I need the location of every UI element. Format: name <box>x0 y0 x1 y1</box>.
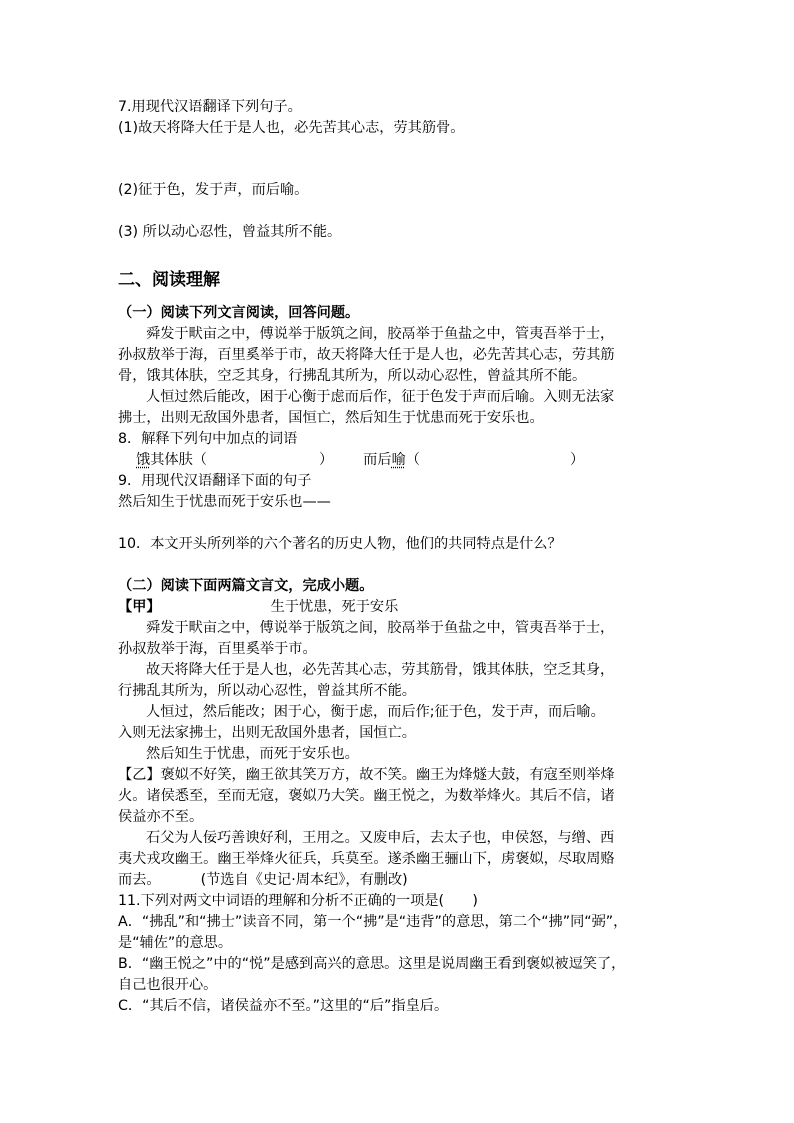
section-heading: 二、阅读理解 <box>118 270 220 290</box>
q9-title: 9．用现代汉语翻译下面的句子 <box>118 473 312 489</box>
q8-item2-close: ） <box>569 452 585 468</box>
q9-sentence: 然后知生于忧患而死于安乐也—— <box>118 494 331 510</box>
yi-p1-line1: 【乙】褒姒不好笑，幽王欲其笑万方，故不笑。幽王为烽燧大鼓，有寇至则举烽 <box>118 767 615 783</box>
jia-title: 生于忧患，死于安乐 <box>270 599 399 615</box>
q7-sentence-1: (1)故天将降大任于是人也，必先苦其心志，劳其筋骨。 <box>118 120 465 136</box>
q7-sentence-2: (2)征于色，发于声，而后喻。 <box>118 182 309 198</box>
q7-sentence-3: (3) 所以动心忍性，曾益其所不能。 <box>118 224 342 240</box>
q11-option-c: C．“其后不信，诸侯益亦不至。”这里的“后”指皇后。 <box>118 998 449 1014</box>
part1-p1-line1: 舜发于畎亩之中，傅说举于版筑之间，胶鬲举于鱼盐之中，管夷吾举于士， <box>146 326 615 342</box>
q11-title: 11.下列对两文中词语的理解和分析不正确的一项是( ) <box>118 893 478 909</box>
q8-item2-prefix: 而后 <box>363 452 392 468</box>
q11-option-b-line2: 自己也很开心。 <box>118 977 218 993</box>
jia-label: 【甲】 <box>118 599 161 615</box>
q10-question: 10．本文开头所列举的六个著名的历史人物，他们的共同特点是什么？ <box>118 536 562 552</box>
q11-option-a-line1: A．“拂乱”和“拂士”读音不同，第一个“拂”是“违背”的意思，第二个“拂”同“弼”， <box>118 914 628 930</box>
q8-item1-text: 其体肤（ <box>150 452 207 468</box>
part1-p1-line3: 骨，饿其体肤，空乏其身，行拂乱其所为，所以动心忍性，曾益其所不能。 <box>118 368 587 384</box>
jia-p1-line1: 舜发于畎亩之中，傅说举于版筑之间，胶鬲举于鱼盐之中，管夷吾举于士， <box>146 620 615 636</box>
jia-p2-line2: 行拂乱其所为，所以动心忍性，曾益其所不能。 <box>118 683 416 699</box>
q8-dotted-char-2: 喻 <box>391 452 406 468</box>
part1-p2-line1: 人恒过然后能改，困于心衡于虑而后作，征于色发于声而后喻。入则无法家 <box>146 389 615 405</box>
yi-p2-line2: 夷犬戎攻幽王。幽王举烽火征兵，兵莫至。遂杀幽王骊山下，虏褒姒，尽取周赂 <box>118 851 615 867</box>
jia-p3-line2: 入则无法家拂士，出则无敌国外患者，国恒亡。 <box>118 725 416 741</box>
q8-items <box>136 450 584 470</box>
q11-option-a-line2: 是“辅佐”的意思。 <box>118 935 233 951</box>
part2-heading: （二）阅读下面两篇文言文，完成小题。 <box>118 578 374 594</box>
jia-p3-line1: 人恒过，然后能改；困于心，衡于虑，而后作;征于色，发于声，而后喻。 <box>146 704 605 720</box>
yi-p2-line1: 石父为人佞巧善谀好利，王用之。又废申后，去太子也，申侯怒，与缯、西 <box>146 830 615 846</box>
q8-title: 8．解释下列句中加点的词语 <box>118 431 298 447</box>
part1-heading: （一）阅读下列文言阅读，回答问题。 <box>118 305 360 321</box>
yi-source: (节选自《史记·周本纪》，有删改) <box>200 872 408 888</box>
yi-p1-line2: 火。诸侯悉至，至而无寇，褒姒乃大笑。幽王悦之，为数举烽火。其后不信，诸 <box>118 788 615 804</box>
yi-ending <box>118 870 408 890</box>
jia-header <box>118 597 398 617</box>
q8-dotted-char-1: 饿 <box>136 452 151 468</box>
q7-title: 7.用现代汉语翻译下列句子。 <box>118 99 302 115</box>
part1-p2-line2: 拂士，出则无敌国外患者，国恒亡，然后知生于忧患而死于安乐也。 <box>118 410 544 426</box>
jia-p1-line2: 孙叔敖举于海，百里奚举于市。 <box>118 641 317 657</box>
yi-p1-line3: 侯益亦不至。 <box>118 809 204 825</box>
yi-end-text: 而去。 <box>118 872 161 888</box>
jia-p4: 然后知生于忧患，而死于安乐也。 <box>146 746 359 762</box>
jia-p2-line1: 故天将降大任于是人也，必先苦其心志，劳其筋骨，饿其体肤，空乏其身， <box>146 662 615 678</box>
q8-item1-close: ） <box>318 452 334 468</box>
q11-option-b-line1: B．“幽王悦之”中的“悦”是感到高兴的意思。这里是说周幽王看到褒姒被逗笑了， <box>118 956 626 972</box>
q8-item2-open: （ <box>405 452 420 468</box>
part1-p1-line2: 孙叔敖举于海，百里奚举于市，故天将降大任于是人也，必先苦其心志，劳其筋 <box>118 347 615 363</box>
